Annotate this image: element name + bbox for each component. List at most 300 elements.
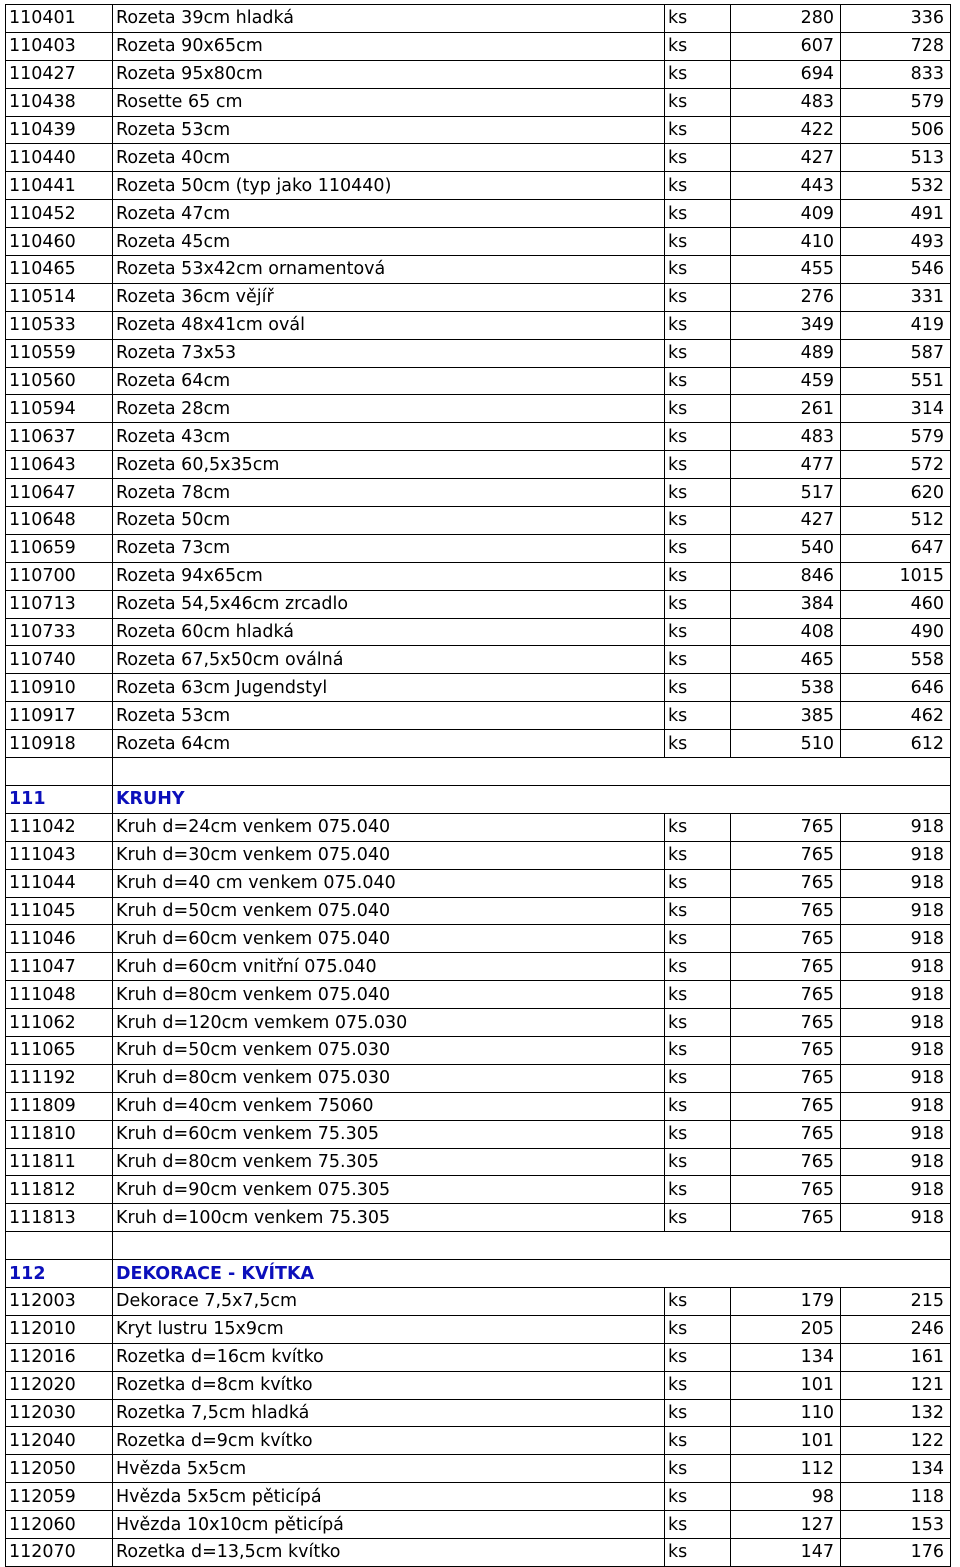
item-price-vat: 506 [841,116,951,144]
item-price: 134 [731,1343,841,1371]
item-name: Kruh d=60cm venkem 075.040 [113,925,665,953]
item-name: Rozeta 63cm Jugendstyl [113,674,665,702]
item-price-vat: 419 [841,311,951,339]
item-unit: ks [665,507,731,535]
item-name: Rozetka d=9cm kvítko [113,1427,665,1455]
item-price-vat: 918 [841,1120,951,1148]
item-name: Kruh d=80cm venkem 075.030 [113,1064,665,1092]
item-code: 110465 [6,256,113,284]
item-price: 408 [731,618,841,646]
item-unit: ks [665,367,731,395]
item-name: Hvězda 10x10cm pěticípá [113,1511,665,1539]
item-price-vat: 493 [841,228,951,256]
table-row [6,256,951,284]
item-price: 765 [731,1120,841,1148]
item-price: 765 [731,813,841,841]
item-code: 110643 [6,451,113,479]
item-price: 409 [731,200,841,228]
item-unit: ks [665,256,731,284]
item-unit: ks [665,172,731,200]
item-price-vat: 918 [841,1092,951,1120]
item-price: 765 [731,841,841,869]
item-price-vat: 1015 [841,562,951,590]
item-unit: ks [665,1399,731,1427]
item-price: 540 [731,534,841,562]
item-name: Rozeta 73x53 [113,339,665,367]
item-code: 110637 [6,423,113,451]
item-price-vat: 122 [841,1427,951,1455]
table-row [6,562,951,590]
table-row [6,451,951,479]
table-row [6,1287,951,1315]
blank-cell [6,1232,113,1260]
item-code: 110740 [6,646,113,674]
blank-row [6,1232,951,1260]
item-price: 765 [731,925,841,953]
item-name: Rozeta 47cm [113,200,665,228]
item-price: 455 [731,256,841,284]
item-unit: ks [665,1092,731,1120]
item-name: Kruh d=60cm venkem 75.305 [113,1120,665,1148]
item-price-vat: 918 [841,841,951,869]
table-row [6,1483,951,1511]
blank-row [6,758,951,786]
item-unit: ks [665,1483,731,1511]
table-row [6,479,951,507]
item-unit: ks [665,646,731,674]
section-header-row [6,1260,951,1288]
table-row [6,925,951,953]
table-row [6,1315,951,1343]
table-row [6,1036,951,1064]
item-name: Rozeta 48x41cm ovál [113,311,665,339]
item-name: Rozeta 53cm [113,702,665,730]
item-unit: ks [665,1371,731,1399]
item-code: 110460 [6,228,113,256]
blank-cell [6,758,113,786]
item-code: 112030 [6,1399,113,1427]
item-price: 101 [731,1427,841,1455]
item-name: Rozeta 78cm [113,479,665,507]
item-unit: ks [665,674,731,702]
item-price: 280 [731,5,841,33]
item-name: Rozeta 53cm [113,116,665,144]
item-name: Rozeta 53x42cm ornamentová [113,256,665,284]
item-name: Rozeta 50cm [113,507,665,535]
item-price-vat: 331 [841,283,951,311]
item-price: 385 [731,702,841,730]
item-unit: ks [665,451,731,479]
item-name: Kruh d=50cm venkem 075.040 [113,897,665,925]
table-row [6,702,951,730]
item-price: 765 [731,1204,841,1232]
item-price-vat: 918 [841,981,951,1009]
item-name: Rozetka d=16cm kvítko [113,1343,665,1371]
table-row [6,423,951,451]
item-code: 111192 [6,1064,113,1092]
item-code: 110440 [6,144,113,172]
item-code: 112010 [6,1315,113,1343]
item-price-vat: 551 [841,367,951,395]
section-title: DEKORACE - KVÍTKA [113,1260,951,1288]
item-unit: ks [665,1315,731,1343]
item-price: 694 [731,60,841,88]
table-row [6,1427,951,1455]
item-price: 483 [731,423,841,451]
item-price-vat: 134 [841,1455,951,1483]
table-row [6,283,951,311]
item-price-vat: 215 [841,1287,951,1315]
item-code: 112060 [6,1511,113,1539]
item-code: 110452 [6,200,113,228]
item-price: 459 [731,367,841,395]
item-unit: ks [665,1120,731,1148]
item-code: 110659 [6,534,113,562]
item-code: 112059 [6,1483,113,1511]
table-row [6,1092,951,1120]
item-name: Rozeta 36cm vějíř [113,283,665,311]
table-row [6,1120,951,1148]
item-name: Rozetka 7,5cm hladká [113,1399,665,1427]
item-price-vat: 121 [841,1371,951,1399]
item-price-vat: 132 [841,1399,951,1427]
price-list-body [6,5,951,1567]
table-row [6,1371,951,1399]
table-row [6,953,951,981]
table-row [6,1455,951,1483]
table-row [6,1176,951,1204]
item-name: Rozeta 73cm [113,534,665,562]
item-name: Kruh d=50cm venkem 075.030 [113,1036,665,1064]
item-price-vat: 728 [841,32,951,60]
item-name: Kryt lustru 15x9cm [113,1315,665,1343]
item-code: 112020 [6,1371,113,1399]
table-row [6,981,951,1009]
item-price-vat: 153 [841,1511,951,1539]
item-unit: ks [665,1064,731,1092]
item-price: 384 [731,590,841,618]
item-code: 110559 [6,339,113,367]
item-price-vat: 460 [841,590,951,618]
price-list-table [5,4,951,1567]
item-name: Kruh d=40 cm venkem 075.040 [113,869,665,897]
item-unit: ks [665,144,731,172]
item-price-vat: 918 [841,897,951,925]
item-price-vat: 918 [841,1064,951,1092]
item-unit: ks [665,228,731,256]
table-row [6,144,951,172]
item-unit: ks [665,618,731,646]
item-code: 112003 [6,1287,113,1315]
item-price-vat: 462 [841,702,951,730]
item-code: 111062 [6,1009,113,1037]
item-name: Kruh d=60cm vnitřní 075.040 [113,953,665,981]
item-code: 110441 [6,172,113,200]
item-name: Rozetka d=8cm kvítko [113,1371,665,1399]
table-row [6,1538,951,1566]
item-price-vat: 491 [841,200,951,228]
item-unit: ks [665,395,731,423]
item-price: 489 [731,339,841,367]
table-row [6,32,951,60]
item-unit: ks [665,88,731,116]
item-name: Rozeta 67,5x50cm oválná [113,646,665,674]
item-price: 427 [731,507,841,535]
table-row [6,5,951,33]
item-name: Rozeta 95x80cm [113,60,665,88]
table-row [6,534,951,562]
item-price: 205 [731,1315,841,1343]
item-name: Kruh d=30cm venkem 075.040 [113,841,665,869]
item-code: 110700 [6,562,113,590]
item-unit: ks [665,283,731,311]
item-unit: ks [665,841,731,869]
item-code: 111813 [6,1204,113,1232]
table-row [6,395,951,423]
item-price: 517 [731,479,841,507]
item-unit: ks [665,1148,731,1176]
item-unit: ks [665,953,731,981]
item-price-vat: 161 [841,1343,951,1371]
item-price-vat: 918 [841,1148,951,1176]
item-name: Rozeta 64cm [113,730,665,758]
item-unit: ks [665,562,731,590]
item-price-vat: 532 [841,172,951,200]
item-unit: ks [665,1511,731,1539]
table-row [6,88,951,116]
item-code: 110594 [6,395,113,423]
item-unit: ks [665,5,731,33]
item-price-vat: 647 [841,534,951,562]
table-row [6,1148,951,1176]
item-unit: ks [665,897,731,925]
item-price-vat: 176 [841,1538,951,1566]
item-price: 422 [731,116,841,144]
item-code: 112070 [6,1538,113,1566]
table-row [6,1009,951,1037]
item-unit: ks [665,32,731,60]
item-price: 179 [731,1287,841,1315]
item-price-vat: 579 [841,423,951,451]
item-code: 110438 [6,88,113,116]
item-name: Rozeta 45cm [113,228,665,256]
item-name: Kruh d=80cm venkem 075.040 [113,981,665,1009]
item-price-vat: 246 [841,1315,951,1343]
blank-cell [113,758,951,786]
table-row [6,897,951,925]
item-name: Kruh d=120cm vemkem 075.030 [113,1009,665,1037]
item-name: Rozeta 28cm [113,395,665,423]
item-unit: ks [665,1036,731,1064]
table-row [6,116,951,144]
item-price: 443 [731,172,841,200]
item-unit: ks [665,60,731,88]
item-price: 765 [731,1092,841,1120]
item-price-vat: 579 [841,88,951,116]
item-unit: ks [665,1538,731,1566]
item-unit: ks [665,1343,731,1371]
section-code: 111 [6,785,113,813]
item-price: 98 [731,1483,841,1511]
table-row [6,1511,951,1539]
table-row [6,1204,951,1232]
item-price-vat: 918 [841,813,951,841]
item-price: 110 [731,1399,841,1427]
item-price: 765 [731,1064,841,1092]
item-code: 111046 [6,925,113,953]
item-price: 410 [731,228,841,256]
item-code: 110560 [6,367,113,395]
item-unit: ks [665,702,731,730]
table-row [6,200,951,228]
item-price-vat: 572 [841,451,951,479]
item-unit: ks [665,534,731,562]
item-price: 765 [731,953,841,981]
item-unit: ks [665,1204,731,1232]
table-row [6,590,951,618]
item-price: 846 [731,562,841,590]
item-code: 111045 [6,897,113,925]
table-row [6,618,951,646]
item-code: 110917 [6,702,113,730]
item-price-vat: 612 [841,730,951,758]
item-price: 101 [731,1371,841,1399]
item-code: 111809 [6,1092,113,1120]
item-unit: ks [665,200,731,228]
table-row [6,60,951,88]
item-price-vat: 118 [841,1483,951,1511]
item-price: 261 [731,395,841,423]
item-price: 112 [731,1455,841,1483]
item-code: 112016 [6,1343,113,1371]
table-row [6,172,951,200]
table-row [6,730,951,758]
item-price: 765 [731,1148,841,1176]
item-code: 111043 [6,841,113,869]
item-code: 110514 [6,283,113,311]
item-code: 110401 [6,5,113,33]
item-code: 111042 [6,813,113,841]
table-row [6,1399,951,1427]
section-code: 112 [6,1260,113,1288]
item-name: Rozetka d=13,5cm kvítko [113,1538,665,1566]
item-name: Kruh d=40cm venkem 75060 [113,1092,665,1120]
item-name: Kruh d=100cm venkem 75.305 [113,1204,665,1232]
item-price: 765 [731,897,841,925]
blank-cell [113,1232,951,1260]
item-price-vat: 558 [841,646,951,674]
item-unit: ks [665,423,731,451]
item-price: 276 [731,283,841,311]
item-unit: ks [665,1009,731,1037]
item-name: Hvězda 5x5cm pěticípá [113,1483,665,1511]
section-header-row [6,785,951,813]
item-unit: ks [665,339,731,367]
table-row [6,1064,951,1092]
section-title: KRUHY [113,785,951,813]
item-price: 349 [731,311,841,339]
item-price-vat: 918 [841,1009,951,1037]
item-price: 147 [731,1538,841,1566]
item-price: 483 [731,88,841,116]
item-unit: ks [665,813,731,841]
item-code: 111065 [6,1036,113,1064]
item-price-vat: 314 [841,395,951,423]
item-price-vat: 918 [841,1036,951,1064]
item-price-vat: 918 [841,925,951,953]
item-name: Dekorace 7,5x7,5cm [113,1287,665,1315]
table-row [6,311,951,339]
item-price: 765 [731,869,841,897]
item-name: Rozeta 43cm [113,423,665,451]
item-code: 110647 [6,479,113,507]
item-price: 765 [731,1036,841,1064]
item-unit: ks [665,981,731,1009]
table-row [6,646,951,674]
item-price-vat: 546 [841,256,951,284]
item-price: 765 [731,1176,841,1204]
item-code: 110533 [6,311,113,339]
item-price: 465 [731,646,841,674]
item-name: Rozeta 54,5x46cm zrcadlo [113,590,665,618]
item-code: 112050 [6,1455,113,1483]
item-unit: ks [665,1427,731,1455]
item-price: 607 [731,32,841,60]
item-code: 110733 [6,618,113,646]
item-name: Hvězda 5x5cm [113,1455,665,1483]
item-name: Rosette 65 cm [113,88,665,116]
table-row [6,674,951,702]
item-name: Rozeta 60,5x35cm [113,451,665,479]
item-price: 765 [731,981,841,1009]
item-price-vat: 918 [841,869,951,897]
item-price-vat: 646 [841,674,951,702]
item-code: 111047 [6,953,113,981]
table-row [6,228,951,256]
item-name: Rozeta 60cm hladká [113,618,665,646]
item-unit: ks [665,116,731,144]
item-price-vat: 918 [841,953,951,981]
item-price-vat: 513 [841,144,951,172]
item-name: Rozeta 94x65cm [113,562,665,590]
item-price-vat: 833 [841,60,951,88]
item-unit: ks [665,1287,731,1315]
item-unit: ks [665,730,731,758]
table-row [6,841,951,869]
item-code: 110910 [6,674,113,702]
item-unit: ks [665,311,731,339]
item-price-vat: 918 [841,1204,951,1232]
item-unit: ks [665,869,731,897]
item-price: 477 [731,451,841,479]
item-price: 427 [731,144,841,172]
item-code: 111810 [6,1120,113,1148]
item-unit: ks [665,590,731,618]
item-price-vat: 620 [841,479,951,507]
item-name: Rozeta 50cm (typ jako 110440) [113,172,665,200]
item-code: 110439 [6,116,113,144]
item-price-vat: 587 [841,339,951,367]
table-row [6,1343,951,1371]
item-name: Rozeta 64cm [113,367,665,395]
item-price: 127 [731,1511,841,1539]
item-code: 111812 [6,1176,113,1204]
table-row [6,339,951,367]
item-name: Kruh d=90cm venkem 075.305 [113,1176,665,1204]
item-code: 110918 [6,730,113,758]
item-price: 510 [731,730,841,758]
item-code: 111048 [6,981,113,1009]
